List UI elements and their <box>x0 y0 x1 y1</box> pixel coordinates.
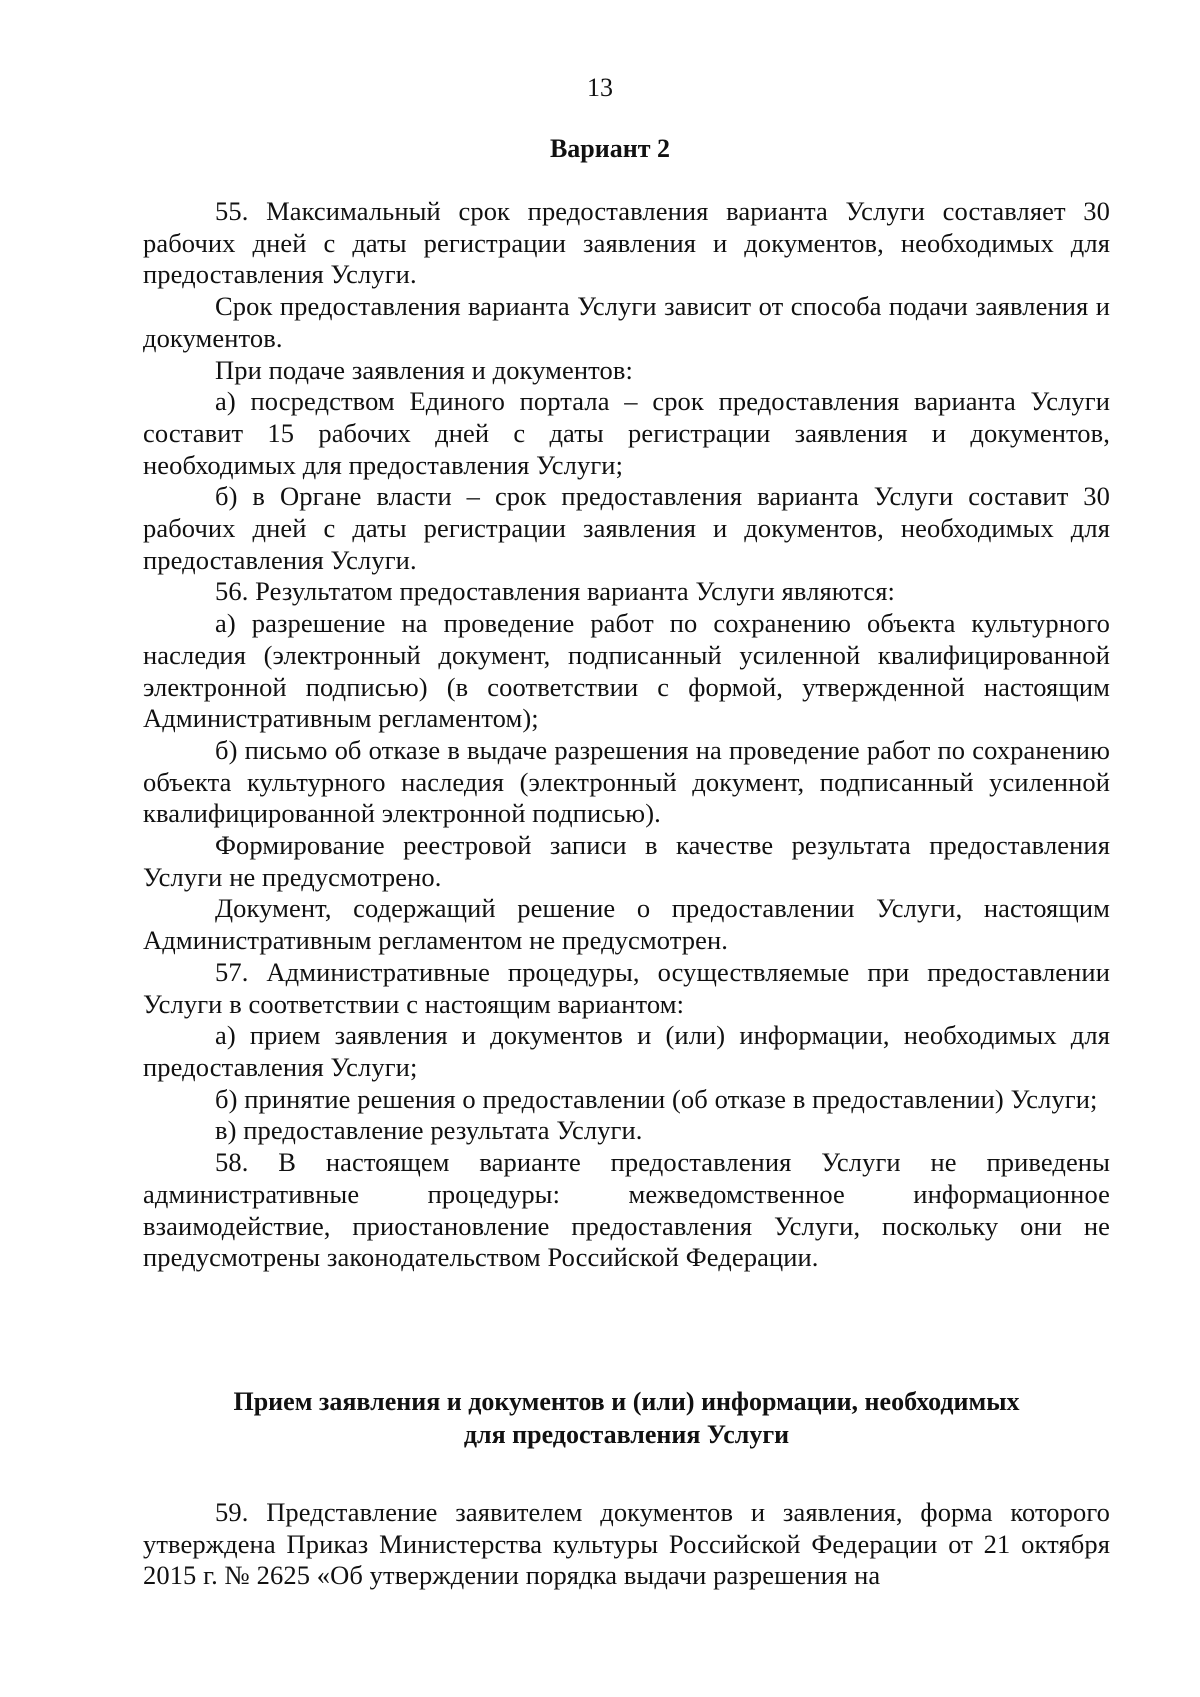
section-heading-line-2: для предоставления Услуги <box>463 1420 790 1449</box>
paragraph-55-b: б) в Органе власти – срок предоставления варианта Услуги составит 30 рабочих дней с даты регистрации заявления и документов, необходимых для предоставления Услуги. <box>143 481 1110 575</box>
section-heading <box>143 1385 1110 1451</box>
paragraph-57-a: а) прием заявления и документов и (или) информации, необходимых для предоставления Услуги; <box>143 1020 1110 1082</box>
paragraph-56-b: б) письмо об отказе в выдаче разрешения на проведение работ по сохранению объекта культурного наследия (электронный документ, подписанный усиленной квалифицированной электронной подписью). <box>143 734 1110 829</box>
paragraph-55-submission: При подаче заявления и документов: <box>215 354 633 385</box>
paragraph-55: 55. Максимальный срок предоставления варианта Услуги составляет 30 рабочих дней с даты регистрации заявления и документов, необходимых для предоставления Услуги. <box>143 196 1110 290</box>
body-text-main <box>143 196 1110 1274</box>
section-heading-line-1: Прием заявления и документов и (или) информации, необходимых <box>233 1387 1020 1416</box>
paragraph-55-term: Срок предоставления варианта Услуги зависит от способа подачи заявления и документов. <box>143 291 1110 353</box>
body-text-continued <box>143 1497 1110 1592</box>
paragraph-59: 59. Представление заявителем документов и заявления, форма которого утверждена Приказ Министерства культуры Российской Федерации от 21 октября 2015 г. № 2625 «Об утверждении порядка выдачи разрешения на <box>143 1497 1110 1591</box>
variant-title: Вариант 2 <box>549 134 671 163</box>
paragraph-55-a: а) посредством Единого портала – срок предоставления варианта Услуги составит 15 рабочих дней с даты регистрации заявления и документов, необходимых для предоставления Услуги; <box>143 386 1110 480</box>
paragraph-57-b: б) принятие решения о предоставлении (об отказе в предоставлении) Услуги; <box>215 1083 1098 1114</box>
paragraph-56-a: а) разрешение на проведение работ по сохранению объекта культурного наследия (электронный документ, подписанный усиленной квалифицированной электронной подписью) (в соответствии с формой, утвержденной настоящим Административным регламентом); <box>143 608 1110 734</box>
page-number: 13 <box>587 73 613 102</box>
paragraph-56-document: Документ, содержащий решение о предоставлении Услуги, настоящим Административным регламентом не предусмотрен. <box>143 893 1110 956</box>
paragraph-57: 57. Административные процедуры, осуществляемые при предоставлении Услуги в соответствии с настоящим вариантом: <box>143 956 1110 1019</box>
paragraph-56: 56. Результатом предоставления варианта Услуги являются: <box>215 576 895 607</box>
paragraph-58: 58. В настоящем варианте предоставления Услуги не приведены административные процедуры: межведомственное информационное взаимодействие, приостановление предоставления Услуги, поскольку они не предусмотрены законодательством Российской Федерации. <box>143 1147 1110 1273</box>
paragraph-56-registry: Формирование реестровой записи в качестве результата предоставления Услуги не предусмотрено. <box>143 830 1110 892</box>
paragraph-57-c: в) предоставление результата Услуги. <box>215 1115 643 1146</box>
